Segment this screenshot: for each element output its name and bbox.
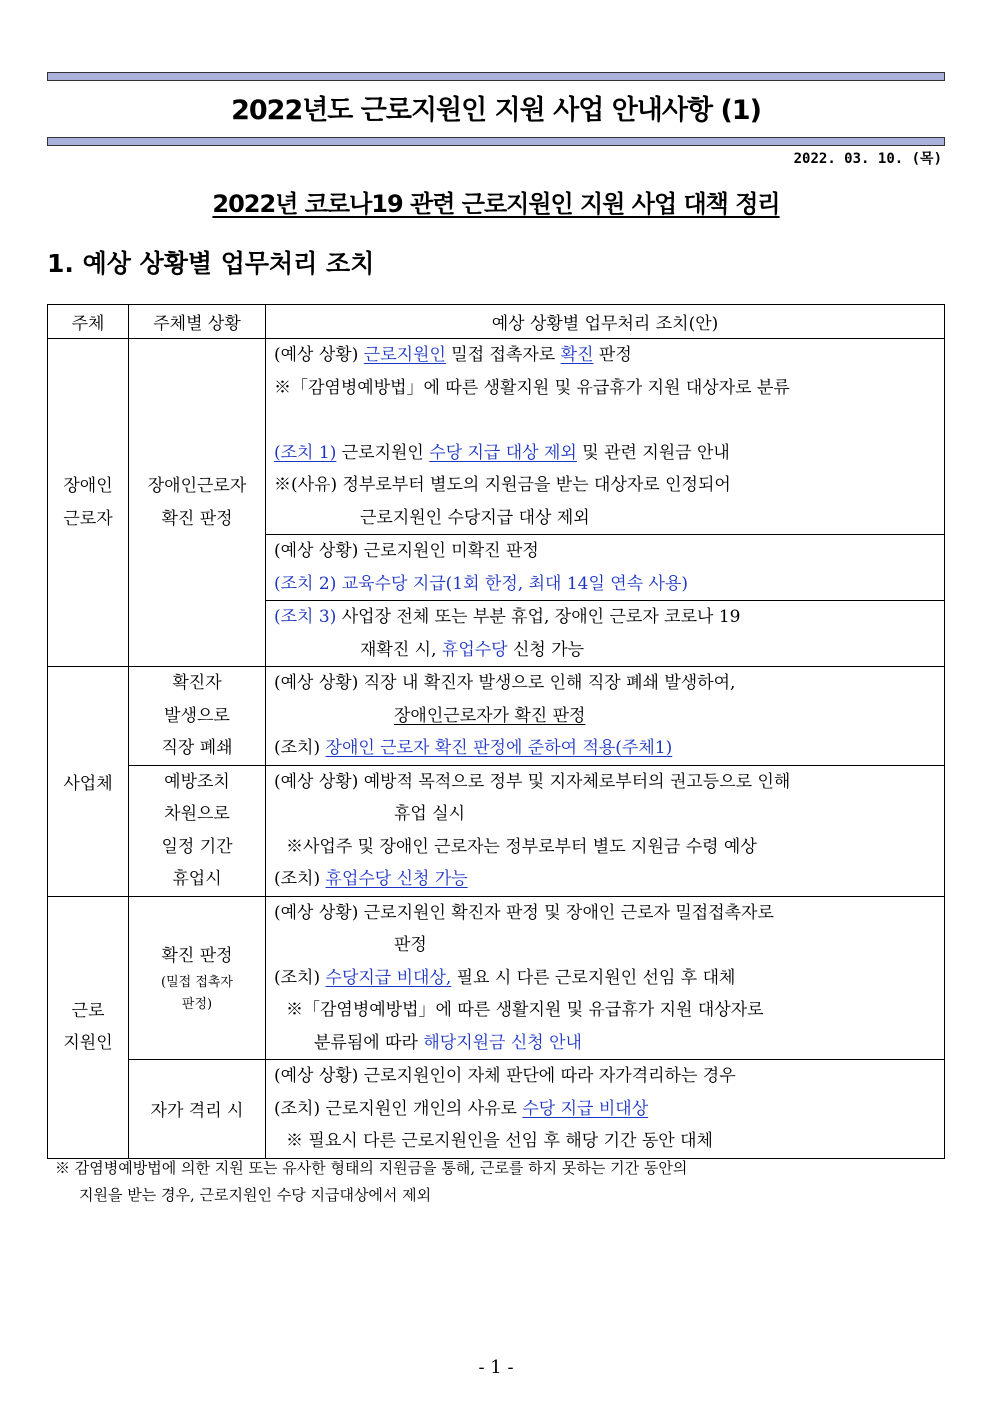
situation-cell [129, 667, 266, 766]
situation-line: 휴업시 [172, 869, 222, 889]
situation-line: 차원으로 [164, 804, 230, 824]
measure-line: 재확진 시, 휴업수당 신청 가능 [360, 639, 585, 660]
measure-line: (조치 3) 사업장 전체 또는 부분 휴업, 장애인 근로자 코로나 19 [274, 607, 741, 627]
measure-line: (예상 상황) 근로지원인 밀접 접촉자로 확진 판정 [274, 345, 632, 365]
measure-line: (조치) 수당지급 비대상, 필요 시 다른 근로지원인 선임 후 대체 [274, 967, 736, 988]
measure-line: ※ 필요시 다른 근로지원인을 선임 후 해당 기간 동안 대체 [286, 1131, 713, 1151]
situation-cell [129, 896, 266, 1060]
subject-line: 근로자 [63, 508, 113, 529]
situation-cell [129, 765, 266, 896]
header-subject: 주체 [48, 305, 129, 339]
situation-line: 일정 기간 [161, 836, 233, 857]
situation-line: 확진자 [172, 673, 222, 693]
situation-line: 판정) [181, 997, 213, 1012]
footnote [55, 1155, 687, 1209]
table-header-row [48, 305, 945, 339]
blank-line [274, 404, 944, 437]
measure-line: (예상 상황) 직장 내 확진자 발생으로 인해 직장 폐쇄 발생하여, [274, 673, 736, 693]
situation-cell: 자가 격리 시 [129, 1060, 266, 1159]
document-subtitle [47, 184, 945, 219]
measure-line: 판정 [394, 935, 427, 955]
header-situation: 주체별 상황 [129, 305, 266, 339]
measure-line: ※「감염병예방법」에 따른 생활지원 및 유급휴가 지원 대상자로 [286, 1000, 764, 1020]
section-heading: 1. 예상 상황별 업무처리 조치 [47, 249, 375, 278]
subtitle-text: 2022년 코로나19 관련 근로지원인 지원 사업 대책 정리 [212, 190, 780, 218]
measure-cell [266, 535, 945, 601]
header-top-bar [47, 72, 945, 81]
measure-line: (예상 상황) 근로지원인 확진자 판정 및 장애인 근로자 밀접접촉자로 [274, 902, 774, 923]
page-number: - 1 - [478, 1357, 514, 1378]
subject-cell-business: 사업체 [48, 667, 129, 897]
subject-line: 장애인 [63, 476, 113, 496]
situation-line: 발생으로 [164, 705, 230, 726]
measure-cell [266, 601, 945, 667]
measure-line: 근로지원인 수당지급 대상 제외 [360, 507, 590, 528]
measure-line: ※「감염병예방법」에 따른 생활지원 및 유급휴가 지원 대상자로 분류 [274, 377, 790, 398]
measure-line: (조치) 근로지원인 개인의 사유로 수당 지급 비대상 [274, 1098, 649, 1119]
situation-line: 확진 판정 [161, 508, 233, 529]
table-row [48, 339, 945, 535]
situation-line: (밀접 접촉자 [161, 975, 233, 990]
measure-line: (조치 1) 근로지원인 수당 지급 대상 제외 및 관련 지원금 안내 [274, 442, 730, 463]
footnote-line: ※ 감염병예방법에 의한 지원 또는 유사한 형태의 지원금을 통해, 근로를 하지 못하는 기간 동안의 [55, 1159, 688, 1177]
document-title: 2022년도 근로지원인 지원 사업 안내사항 (1) [231, 95, 761, 126]
measure-cell [266, 765, 945, 896]
measures-table [47, 304, 945, 1159]
situation-line: 장애인근로자 [147, 476, 247, 496]
subject-line: 지원인 [63, 1033, 113, 1053]
subject-line: 근로 [71, 1000, 105, 1021]
measure-line: (예상 상황) 근로지원인이 자체 판단에 따라 자가격리하는 경우 [274, 1066, 736, 1086]
document-date: 2022. 03. 10. (목) [793, 151, 942, 167]
measure-line: (조치) 휴업수당 신청 가능 [274, 869, 468, 889]
measure-line: 장애인근로자가 확진 판정 [394, 705, 586, 726]
measure-line: (조치 2) 교육수당 지급(1회 한정, 최대 14일 연속 사용) [274, 573, 689, 594]
situation-line: 직장 폐쇄 [161, 738, 233, 758]
footnote-line: 지원을 받는 경우, 근로지원인 수당 지급대상에서 제외 [79, 1186, 432, 1204]
measure-cell [266, 1060, 945, 1159]
situation-line: 확진 판정 [161, 945, 233, 966]
measure-line: 휴업 실시 [394, 804, 466, 824]
header-measures: 예상 상황별 업무처리 조치(안) [266, 305, 945, 339]
header-bottom-bar [47, 137, 945, 146]
table-row [48, 896, 945, 1060]
measure-line: 분류됨에 따라 해당지원금 신청 안내 [314, 1032, 582, 1053]
table-row [48, 1060, 945, 1159]
table-row [48, 765, 945, 896]
situation-line: 예방조치 [164, 771, 230, 792]
situation-cell [129, 339, 266, 667]
subject-cell-disabled-worker [48, 339, 129, 667]
measure-cell [266, 667, 945, 766]
table-row [48, 667, 945, 766]
measure-line: (조치) 장애인 근로자 확진 판정에 준하여 적용(주체1) [274, 738, 673, 758]
measure-line: (예상 상황) 근로지원인 미확진 판정 [274, 541, 539, 561]
measure-line: ※사업주 및 장애인 근로자는 정부로부터 별도 지원금 수령 예상 [286, 836, 757, 857]
subject-cell-support-worker [48, 896, 129, 1158]
measure-line: ※(사유) 정부로부터 별도의 지원금을 받는 대상자로 인정되어 [274, 475, 731, 495]
measure-cell [266, 339, 945, 535]
measure-cell [266, 896, 945, 1060]
measure-line: (예상 상황) 예방적 목적으로 정부 및 지자체로부터의 권고등으로 인해 [274, 771, 791, 792]
